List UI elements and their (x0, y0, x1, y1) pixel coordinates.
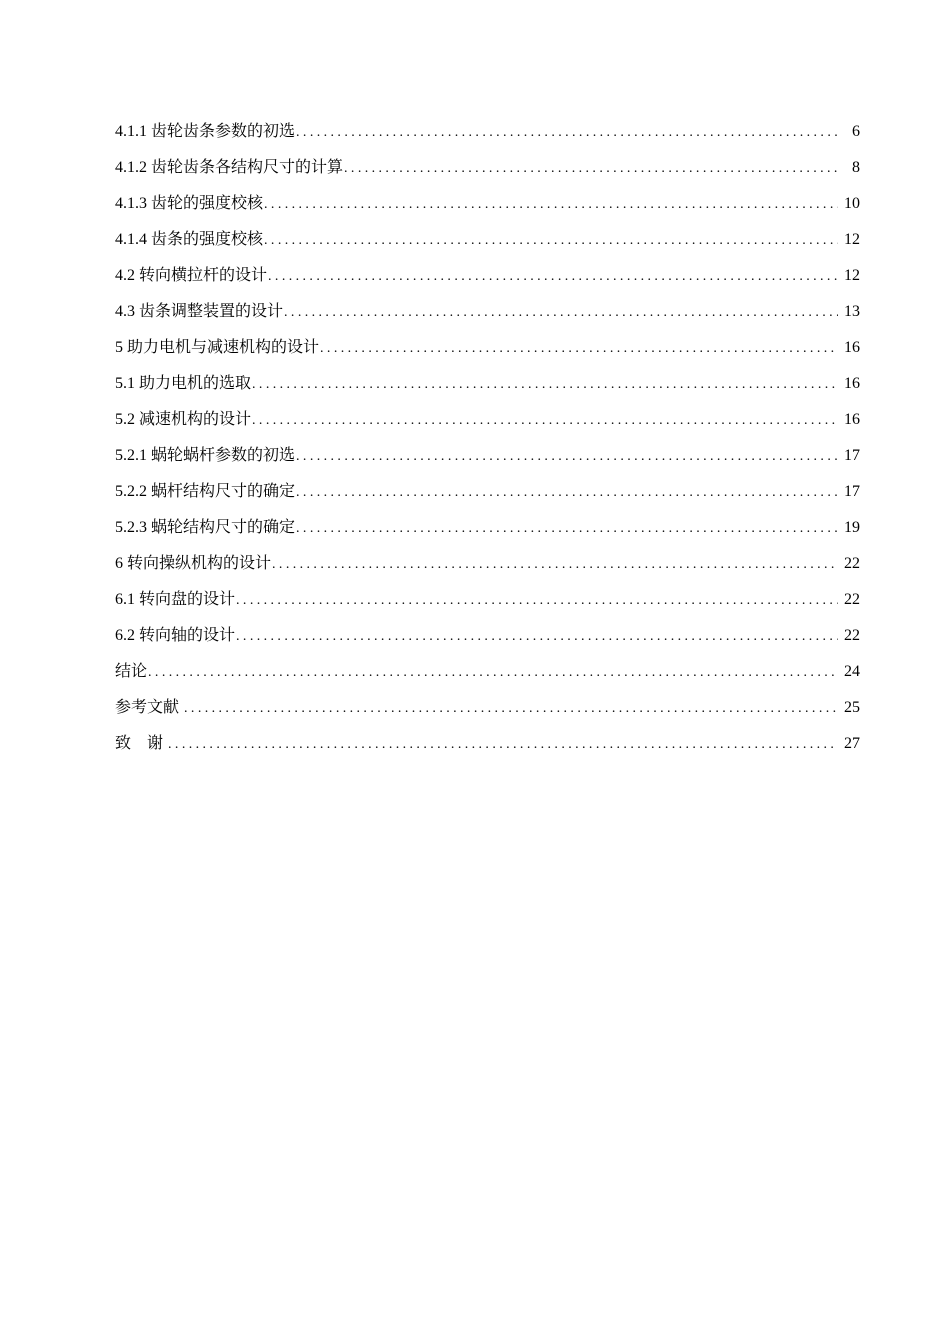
toc-entry-title: 6.1 转向盘的设计 (115, 591, 236, 608)
toc-entry-page: 6 (852, 123, 860, 140)
toc-dot-leader (320, 331, 838, 366)
toc-entry[interactable] (115, 186, 860, 222)
toc-entry[interactable] (115, 114, 860, 150)
toc-dot-leader (272, 547, 838, 582)
toc-dot-leader (252, 403, 838, 438)
toc-entry[interactable] (115, 546, 860, 582)
toc-entry[interactable] (115, 510, 860, 546)
toc-dot-leader (148, 655, 838, 690)
toc-entry[interactable] (115, 582, 860, 618)
toc-entry[interactable] (115, 438, 860, 474)
toc-entry[interactable] (115, 474, 860, 510)
toc-entry-page: 16 (844, 339, 860, 356)
toc-entry[interactable] (115, 402, 860, 438)
table-of-contents (115, 114, 860, 762)
toc-dot-leader (264, 187, 838, 222)
toc-entry-page: 25 (844, 699, 860, 716)
toc-entry[interactable] (115, 258, 860, 294)
toc-dot-leader (236, 619, 838, 654)
toc-dot-leader (296, 511, 838, 546)
toc-entry[interactable] (115, 330, 860, 366)
toc-dot-leader (296, 115, 838, 150)
toc-entry[interactable] (115, 294, 860, 330)
toc-entry-page: 22 (844, 555, 860, 572)
toc-entry-page: 8 (852, 159, 860, 176)
toc-entry-title: 致 谢 (115, 735, 168, 752)
toc-entry[interactable] (115, 726, 860, 762)
toc-entry-page: 17 (844, 483, 860, 500)
toc-entry-title: 5.2.2 蜗杆结构尺寸的确定 (115, 483, 296, 500)
toc-entry-page: 10 (844, 195, 860, 212)
toc-entry[interactable] (115, 150, 860, 186)
toc-entry-title: 5.2 减速机构的设计 (115, 411, 252, 428)
toc-entry[interactable] (115, 618, 860, 654)
toc-entry-title: 5.2.3 蜗轮结构尺寸的确定 (115, 519, 296, 536)
toc-entry-title: 结论 (115, 663, 148, 680)
toc-entry[interactable] (115, 690, 860, 726)
toc-entry-title: 4.2 转向横拉杆的设计 (115, 267, 268, 284)
toc-dot-leader (268, 259, 838, 294)
toc-entry-title: 5.1 助力电机的选取 (115, 375, 252, 392)
toc-dot-leader (344, 151, 838, 186)
toc-dot-leader (284, 295, 838, 330)
toc-entry[interactable] (115, 222, 860, 258)
toc-entry[interactable] (115, 654, 860, 690)
toc-dot-leader (296, 439, 838, 474)
toc-entry-page: 17 (844, 447, 860, 464)
toc-dot-leader (184, 691, 838, 726)
toc-entry-title: 4.1.4 齿条的强度校核 (115, 231, 264, 248)
toc-entry-page: 24 (844, 663, 860, 680)
toc-entry-title: 4.1.3 齿轮的强度校核 (115, 195, 264, 212)
toc-dot-leader (236, 583, 838, 618)
toc-entry-page: 22 (844, 627, 860, 644)
toc-entry-page: 19 (844, 519, 860, 536)
toc-entry-title: 4.1.2 齿轮齿条各结构尺寸的计算 (115, 159, 344, 176)
toc-entry[interactable] (115, 366, 860, 402)
toc-entry-title: 6 转向操纵机构的设计 (115, 555, 272, 572)
toc-entry-title: 4.3 齿条调整装置的设计 (115, 303, 284, 320)
toc-entry-title: 参考文献 (115, 699, 184, 716)
toc-dot-leader (296, 475, 838, 510)
toc-entry-page: 12 (844, 267, 860, 284)
toc-entry-page: 13 (844, 303, 860, 320)
toc-entry-title: 5.2.1 蜗轮蜗杆参数的初选 (115, 447, 296, 464)
toc-dot-leader (264, 223, 838, 258)
toc-entry-page: 16 (844, 411, 860, 428)
toc-entry-title: 6.2 转向轴的设计 (115, 627, 236, 644)
toc-entry-page: 16 (844, 375, 860, 392)
toc-entry-title: 5 助力电机与减速机构的设计 (115, 339, 320, 356)
toc-entry-page: 27 (844, 735, 860, 752)
toc-dot-leader (168, 727, 838, 762)
toc-entry-page: 12 (844, 231, 860, 248)
toc-entry-title: 4.1.1 齿轮齿条参数的初选 (115, 123, 296, 140)
toc-entry-page: 22 (844, 591, 860, 608)
toc-dot-leader (252, 367, 838, 402)
